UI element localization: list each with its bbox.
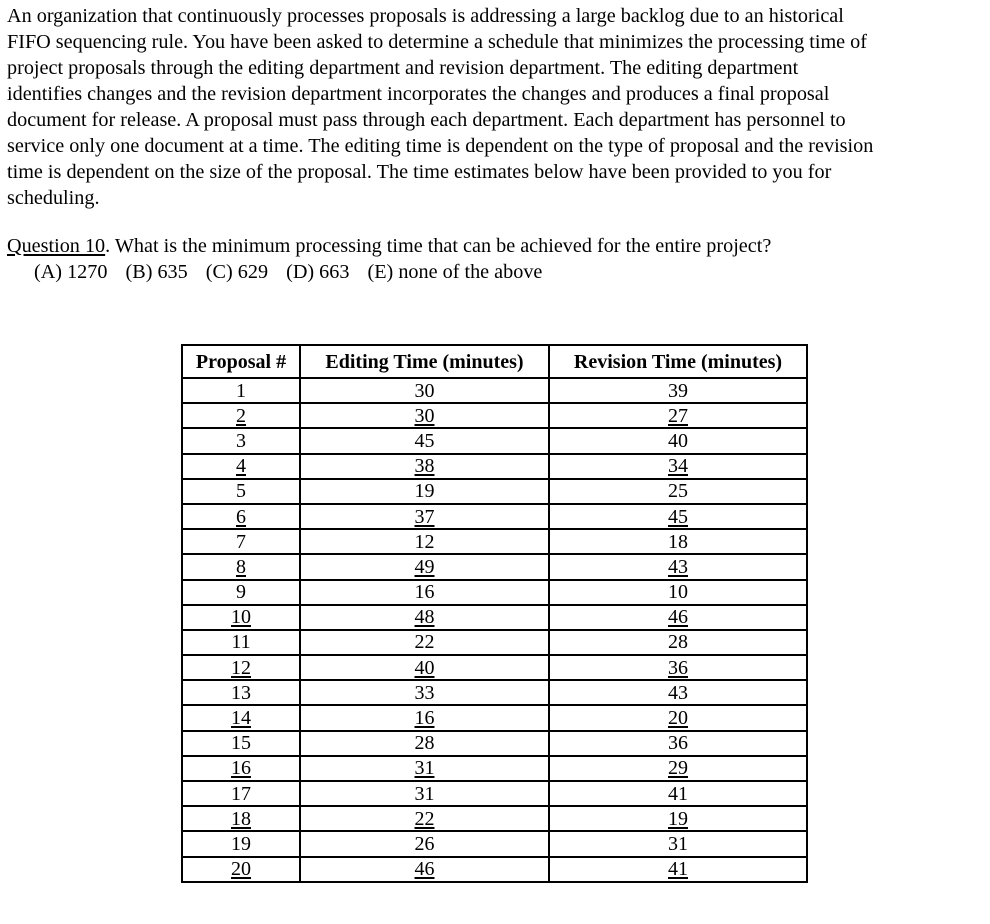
cell-editing-time: 48 [300, 605, 549, 630]
statement-line: document for release. A proposal must pass through each department. Each department has personnel to [7, 109, 846, 131]
table-row [182, 756, 807, 781]
cell-proposal: 2 [182, 403, 300, 428]
table-row [182, 479, 807, 504]
cell-editing-time: 30 [300, 403, 549, 428]
table-header-row [182, 345, 807, 378]
cell-revision-time: 45 [549, 504, 807, 529]
cell-proposal: 12 [182, 655, 300, 680]
table-row [182, 504, 807, 529]
table-row [182, 428, 807, 453]
cell-editing-time: 26 [300, 831, 549, 856]
problem-statement [7, 3, 985, 211]
question-text: . What is the minimum processing time that can be achieved for the entire project? [105, 235, 772, 257]
cell-revision-time: 36 [549, 731, 807, 756]
statement-line: service only one document at a time. The editing time is dependent on the type of proposal and the revision [7, 135, 874, 157]
cell-editing-time: 22 [300, 630, 549, 655]
proposal-times-table [181, 344, 808, 883]
question-10 [7, 233, 771, 259]
cell-editing-time: 33 [300, 680, 549, 705]
cell-proposal: 3 [182, 428, 300, 453]
option-c: (C) 629 [205, 261, 269, 283]
cell-proposal: 11 [182, 630, 300, 655]
statement-line: FIFO sequencing rule. You have been asked to determine a schedule that minimizes the processing time of [7, 31, 867, 53]
table-row [182, 605, 807, 630]
cell-editing-time: 19 [300, 479, 549, 504]
cell-revision-time: 18 [549, 529, 807, 554]
table-row [182, 403, 807, 428]
statement-line: An organization that continuously processes proposals is addressing a large backlog due to an historical [7, 5, 844, 27]
cell-editing-time: 40 [300, 655, 549, 680]
cell-proposal: 5 [182, 479, 300, 504]
table-row [182, 731, 807, 756]
table-row [182, 454, 807, 479]
cell-editing-time: 12 [300, 529, 549, 554]
cell-revision-time: 43 [549, 554, 807, 579]
cell-proposal: 7 [182, 529, 300, 554]
cell-editing-time: 38 [300, 454, 549, 479]
cell-editing-time: 28 [300, 731, 549, 756]
statement-line: project proposals through the editing department and revision department. The editing department [7, 57, 799, 79]
option-e: (E) none of the above [367, 261, 543, 283]
cell-revision-time: 27 [549, 403, 807, 428]
cell-revision-time: 29 [549, 756, 807, 781]
cell-proposal: 6 [182, 504, 300, 529]
cell-editing-time: 16 [300, 580, 549, 605]
cell-proposal: 1 [182, 378, 300, 403]
cell-revision-time: 31 [549, 831, 807, 856]
statement-line: time is dependent on the size of the proposal. The time estimates below have been provided to you for [7, 161, 832, 183]
cell-proposal: 18 [182, 806, 300, 831]
table-row [182, 655, 807, 680]
table-row [182, 705, 807, 730]
cell-revision-time: 34 [549, 454, 807, 479]
table-row [182, 378, 807, 403]
statement-line: identifies changes and the revision department incorporates the changes and produces a final proposal [7, 83, 830, 105]
cell-proposal: 9 [182, 580, 300, 605]
cell-editing-time: 37 [300, 504, 549, 529]
cell-revision-time: 28 [549, 630, 807, 655]
table-row [182, 529, 807, 554]
cell-editing-time: 45 [300, 428, 549, 453]
header-editing-time: Editing Time (minutes) [300, 345, 549, 378]
cell-proposal: 10 [182, 605, 300, 630]
cell-proposal: 20 [182, 857, 300, 882]
option-d: (D) 663 [286, 261, 350, 283]
option-b: (B) 635 [125, 261, 188, 283]
cell-editing-time: 30 [300, 378, 549, 403]
header-proposal: Proposal # [182, 345, 300, 378]
statement-line: scheduling. [7, 187, 100, 209]
cell-proposal: 4 [182, 454, 300, 479]
cell-revision-time: 39 [549, 378, 807, 403]
cell-revision-time: 36 [549, 655, 807, 680]
cell-revision-time: 40 [549, 428, 807, 453]
table-row [182, 781, 807, 806]
table-row [182, 806, 807, 831]
cell-editing-time: 49 [300, 554, 549, 579]
question-label: Question 10 [7, 235, 106, 257]
cell-editing-time: 31 [300, 781, 549, 806]
table-row [182, 831, 807, 856]
cell-editing-time: 22 [300, 806, 549, 831]
table-row [182, 554, 807, 579]
cell-revision-time: 46 [549, 605, 807, 630]
table-row [182, 680, 807, 705]
header-revision-time: Revision Time (minutes) [549, 345, 807, 378]
cell-editing-time: 46 [300, 857, 549, 882]
table-row [182, 630, 807, 655]
cell-proposal: 13 [182, 680, 300, 705]
cell-revision-time: 25 [549, 479, 807, 504]
table-row [182, 580, 807, 605]
cell-proposal: 16 [182, 756, 300, 781]
cell-revision-time: 41 [549, 781, 807, 806]
cell-revision-time: 19 [549, 806, 807, 831]
cell-proposal: 17 [182, 781, 300, 806]
cell-proposal: 8 [182, 554, 300, 579]
option-a: (A) 1270 [34, 261, 108, 283]
cell-revision-time: 43 [549, 680, 807, 705]
answer-options [34, 259, 555, 285]
cell-proposal: 15 [182, 731, 300, 756]
cell-editing-time: 16 [300, 705, 549, 730]
cell-revision-time: 20 [549, 705, 807, 730]
cell-revision-time: 41 [549, 857, 807, 882]
cell-proposal: 19 [182, 831, 300, 856]
cell-editing-time: 31 [300, 756, 549, 781]
cell-revision-time: 10 [549, 580, 807, 605]
cell-proposal: 14 [182, 705, 300, 730]
table-row [182, 857, 807, 882]
